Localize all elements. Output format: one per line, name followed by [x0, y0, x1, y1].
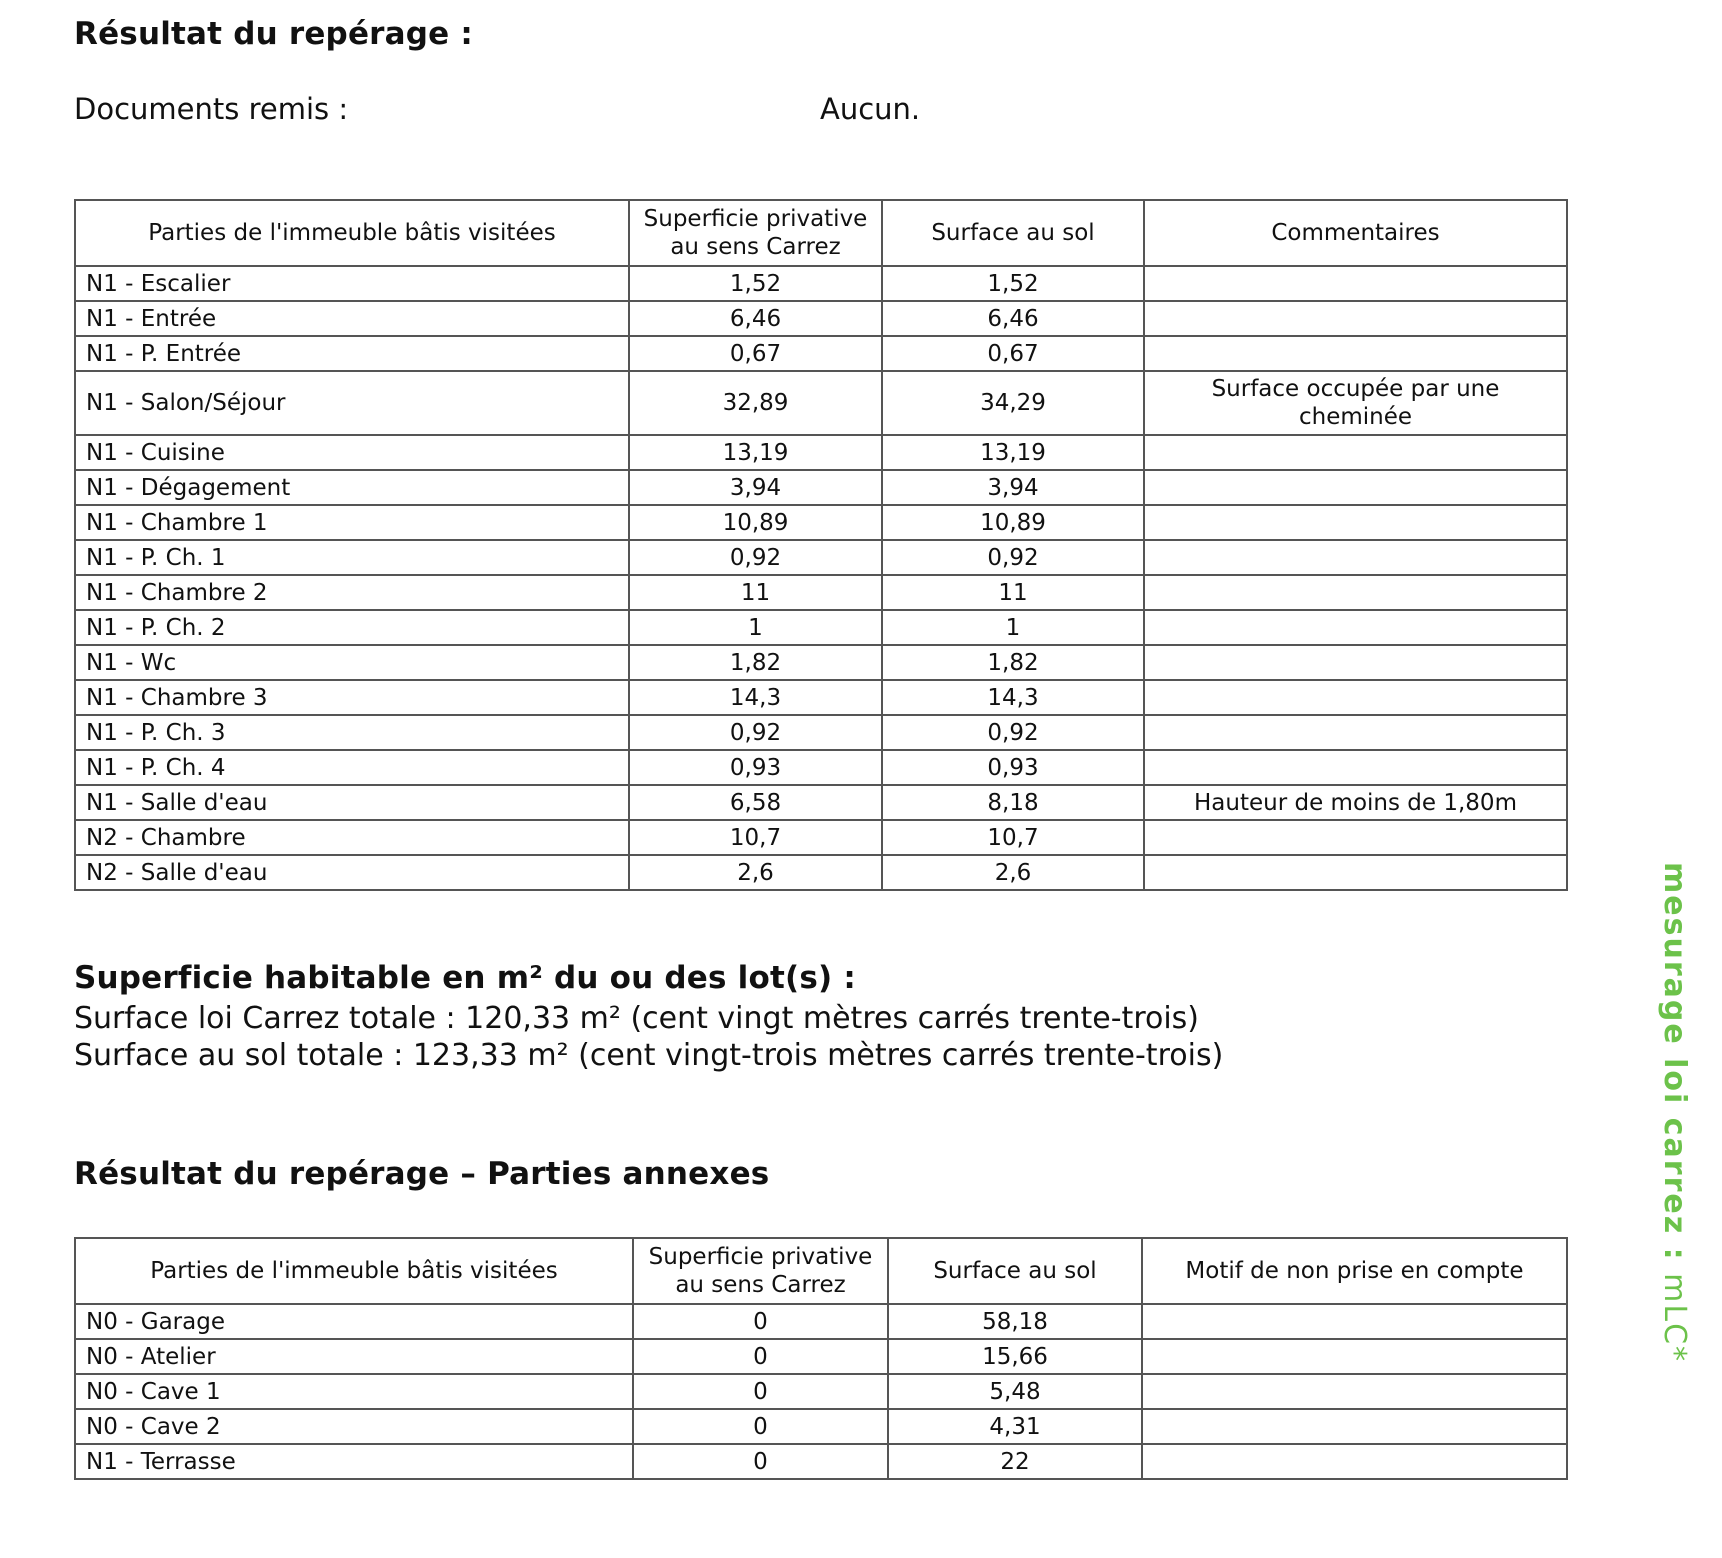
cell-carrez: 2,6 — [629, 855, 882, 890]
rooms-table — [74, 199, 1568, 891]
cell-partie: N1 - Salle d'eau — [75, 785, 629, 820]
cell-carrez: 0 — [633, 1304, 888, 1339]
sidebar-light: mLC* — [1657, 1261, 1692, 1364]
cell-partie: N1 - Dégagement — [75, 470, 629, 505]
cell-carrez: 10,7 — [629, 820, 882, 855]
cell-surface-sol: 0,92 — [882, 540, 1144, 575]
summary-heading: Superficie habitable en m² du ou des lot(s) : — [74, 960, 856, 996]
cell-surface-sol: 4,31 — [888, 1409, 1142, 1444]
table-row — [75, 1409, 1567, 1444]
cell-carrez: 0 — [633, 1374, 888, 1409]
cell-carrez: 6,46 — [629, 301, 882, 336]
cell-partie: N1 - Terrasse — [75, 1444, 633, 1479]
cell-commentaire — [1144, 336, 1567, 371]
cell-partie: N1 - Cuisine — [75, 435, 629, 470]
cell-surface-sol: 10,7 — [882, 820, 1144, 855]
cell-surface-sol: 58,18 — [888, 1304, 1142, 1339]
header-parties: Parties de l'immeuble bâtis visitées — [75, 1238, 633, 1304]
documents-value: Aucun. — [820, 92, 921, 126]
table-row — [75, 750, 1567, 785]
cell-commentaire — [1144, 435, 1567, 470]
cell-surface-sol: 1,52 — [882, 266, 1144, 301]
cell-surface-sol: 6,46 — [882, 301, 1144, 336]
cell-partie: N1 - P. Ch. 3 — [75, 715, 629, 750]
cell-surface-sol: 14,3 — [882, 680, 1144, 715]
cell-surface-sol: 10,89 — [882, 505, 1144, 540]
header-surface-sol: Surface au sol — [888, 1238, 1142, 1304]
cell-carrez: 10,89 — [629, 505, 882, 540]
table-row — [75, 301, 1567, 336]
cell-partie: N0 - Garage — [75, 1304, 633, 1339]
cell-carrez: 0 — [633, 1444, 888, 1479]
cell-carrez: 0,93 — [629, 750, 882, 785]
header-surface-sol: Surface au sol — [882, 200, 1144, 266]
annexes-table — [74, 1237, 1568, 1480]
cell-surface-sol: 34,29 — [882, 371, 1144, 435]
header-commentaires: Commentaires — [1144, 200, 1567, 266]
cell-carrez: 13,19 — [629, 435, 882, 470]
cell-commentaire — [1144, 575, 1567, 610]
table-row — [75, 371, 1567, 435]
cell-commentaire — [1142, 1409, 1567, 1444]
table-row — [75, 1339, 1567, 1374]
sol-total: Surface au sol totale : 123,33 m² (cent vingt-trois mètres carrés trente-trois) — [74, 1038, 1224, 1073]
table-row — [75, 540, 1567, 575]
cell-surface-sol: 1,82 — [882, 645, 1144, 680]
cell-carrez: 0 — [633, 1339, 888, 1374]
header-carrez: Superficie privative au sens Carrez — [633, 1238, 888, 1304]
table-row — [75, 1304, 1567, 1339]
cell-carrez: 3,94 — [629, 470, 882, 505]
cell-partie: N1 - P. Entrée — [75, 336, 629, 371]
header-carrez: Superficie privative au sens Carrez — [629, 200, 882, 266]
cell-surface-sol: 0,92 — [882, 715, 1144, 750]
cell-surface-sol: 0,67 — [882, 336, 1144, 371]
cell-commentaire — [1144, 750, 1567, 785]
table-header-row — [75, 1238, 1567, 1304]
cell-carrez: 0 — [633, 1409, 888, 1444]
cell-carrez: 1 — [629, 610, 882, 645]
cell-surface-sol: 11 — [882, 575, 1144, 610]
cell-partie: N2 - Chambre — [75, 820, 629, 855]
carrez-total: Surface loi Carrez totale : 120,33 m² (cent vingt mètres carrés trente-trois) — [74, 1001, 1200, 1036]
cell-surface-sol: 22 — [888, 1444, 1142, 1479]
table-row — [75, 645, 1567, 680]
cell-partie: N0 - Cave 2 — [75, 1409, 633, 1444]
cell-partie: N1 - P. Ch. 1 — [75, 540, 629, 575]
cell-commentaire — [1144, 540, 1567, 575]
table-row — [75, 336, 1567, 371]
cell-commentaire — [1142, 1444, 1567, 1479]
cell-partie: N1 - Chambre 2 — [75, 575, 629, 610]
cell-surface-sol: 1 — [882, 610, 1144, 645]
cell-partie: N1 - Chambre 3 — [75, 680, 629, 715]
cell-commentaire — [1144, 470, 1567, 505]
cell-commentaire — [1144, 610, 1567, 645]
cell-commentaire — [1144, 645, 1567, 680]
table-row — [75, 575, 1567, 610]
cell-surface-sol: 8,18 — [882, 785, 1144, 820]
cell-commentaire — [1142, 1304, 1567, 1339]
cell-commentaire — [1142, 1339, 1567, 1374]
cell-commentaire — [1144, 715, 1567, 750]
cell-commentaire: Hauteur de moins de 1,80m — [1144, 785, 1567, 820]
cell-commentaire — [1144, 266, 1567, 301]
cell-carrez: 1,82 — [629, 645, 882, 680]
cell-partie: N1 - Entrée — [75, 301, 629, 336]
table-row — [75, 680, 1567, 715]
table-row — [75, 820, 1567, 855]
cell-partie: N0 - Atelier — [75, 1339, 633, 1374]
cell-surface-sol: 15,66 — [888, 1339, 1142, 1374]
cell-commentaire — [1144, 301, 1567, 336]
cell-carrez: 14,3 — [629, 680, 882, 715]
sidebar-bold: mesurage loi carrez : — [1657, 862, 1692, 1262]
table-row — [75, 1374, 1567, 1409]
table-row — [75, 505, 1567, 540]
cell-commentaire — [1142, 1374, 1567, 1409]
cell-partie: N0 - Cave 1 — [75, 1374, 633, 1409]
table-row — [75, 785, 1567, 820]
cell-commentaire — [1144, 505, 1567, 540]
cell-partie: N1 - P. Ch. 4 — [75, 750, 629, 785]
cell-commentaire — [1144, 680, 1567, 715]
sidebar-text — [1657, 862, 1692, 1363]
cell-partie: N1 - Escalier — [75, 266, 629, 301]
table-row — [75, 855, 1567, 890]
header-motif: Motif de non prise en compte — [1142, 1238, 1567, 1304]
cell-surface-sol: 0,93 — [882, 750, 1144, 785]
table-row — [75, 1444, 1567, 1479]
cell-partie: N1 - Chambre 1 — [75, 505, 629, 540]
cell-carrez: 0,92 — [629, 540, 882, 575]
cell-partie: N1 - Salon/Séjour — [75, 371, 629, 435]
cell-commentaire — [1144, 855, 1567, 890]
cell-carrez: 32,89 — [629, 371, 882, 435]
cell-surface-sol: 5,48 — [888, 1374, 1142, 1409]
table-header-row — [75, 200, 1567, 266]
cell-surface-sol: 2,6 — [882, 855, 1144, 890]
table-row — [75, 435, 1567, 470]
cell-carrez: 11 — [629, 575, 882, 610]
annexes-heading: Résultat du repérage – Parties annexes — [74, 1156, 770, 1192]
cell-surface-sol: 3,94 — [882, 470, 1144, 505]
section-heading: Résultat du repérage : — [74, 16, 473, 52]
cell-commentaire: Surface occupée par une cheminée — [1144, 371, 1567, 435]
table-row — [75, 266, 1567, 301]
cell-carrez: 1,52 — [629, 266, 882, 301]
summary-block — [74, 1000, 1223, 1074]
cell-carrez: 0,92 — [629, 715, 882, 750]
cell-partie: N2 - Salle d'eau — [75, 855, 629, 890]
documents-label: Documents remis : — [74, 92, 349, 126]
cell-carrez: 0,67 — [629, 336, 882, 371]
header-parties: Parties de l'immeuble bâtis visitées — [75, 200, 629, 266]
cell-partie: N1 - P. Ch. 2 — [75, 610, 629, 645]
sidebar-label — [1652, 862, 1700, 1364]
cell-commentaire — [1144, 820, 1567, 855]
table-row — [75, 715, 1567, 750]
cell-carrez: 6,58 — [629, 785, 882, 820]
table-row — [75, 470, 1567, 505]
cell-partie: N1 - Wc — [75, 645, 629, 680]
table-row — [75, 610, 1567, 645]
cell-surface-sol: 13,19 — [882, 435, 1144, 470]
